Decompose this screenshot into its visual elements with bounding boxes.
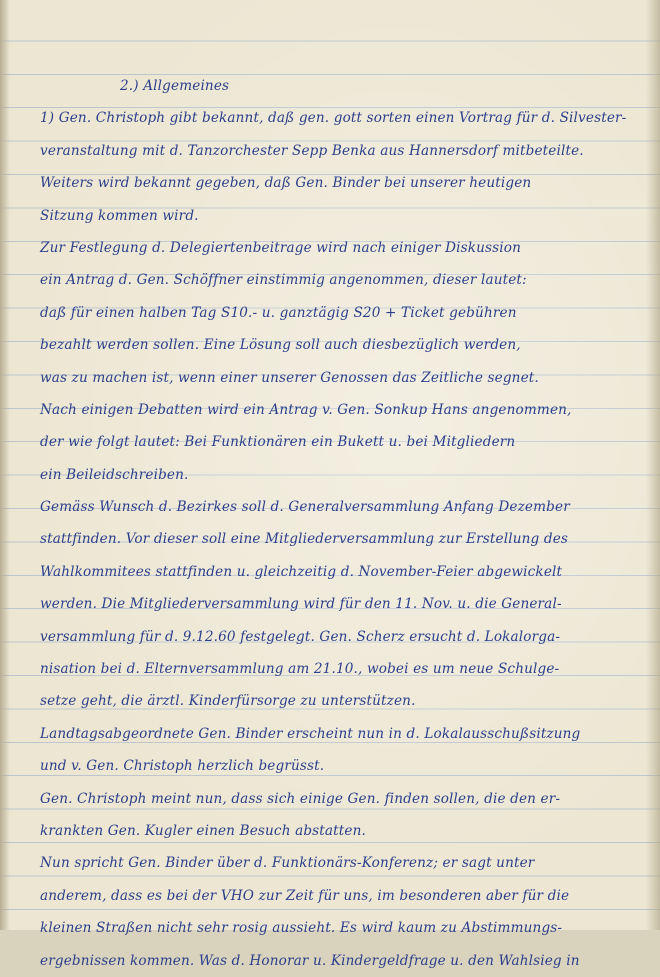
text-line: veranstaltung mit d. Tanzorchester Sepp Benka aus Hannersdorf mitbeteilte. [40, 142, 584, 159]
text-line: werden. Die Mitgliederversammlung wird für den 11. Nov. u. die General- [40, 596, 562, 613]
text-line: 1) Gen. Christoph gibt bekannt, daß gen. gott sorten einen Vortrag für d. Silvester- [40, 110, 627, 127]
text-line: daß für einen halben Tag S10.- u. ganztägig S20 + Ticket gebühren [40, 304, 517, 321]
text-line: ein Beileidschreiben. [40, 466, 189, 483]
text-line: bezahlt werden sollen. Eine Lösung soll auch diesbezüglich werden, [40, 337, 521, 354]
text-line: Weiters wird bekannt gegeben, daß Gen. Binder bei unserer heutigen [40, 175, 532, 192]
section-heading: 2.) Allgemeines [120, 78, 230, 94]
text-line: ergebnissen kommen. Was d. Honorar u. Kindergeldfrage u. den Wahlsieg in [40, 952, 580, 969]
text-line: Landtagsabgeordnete Gen. Binder erscheint nun in d. Lokalausschußsitzung [40, 725, 581, 742]
binding-shadow [0, 0, 10, 930]
text-line: Sitzung kommen wird. [40, 207, 199, 224]
text-line: versammlung für d. 9.12.60 festgelegt. Gen. Scherz ersucht d. Lokalorga- [40, 628, 561, 645]
page-edge-shadow [646, 0, 660, 930]
text-line: nisation bei d. Elternversammlung am 21.10., wobei es um neue Schulge- [40, 661, 560, 678]
text-line: Gemäss Wunsch d. Bezirkes soll d. Generalversammlung Anfang Dezember [40, 499, 570, 516]
text-line: Zur Festlegung d. Delegiertenbeitrage wird nach einiger Diskussion [40, 239, 522, 256]
text-line: kleinen Straßen nicht sehr rosig aussieht. Es wird kaum zu Abstimmungs- [40, 920, 563, 937]
text-line: Gen. Christoph meint nun, dass sich einige Gen. finden sollen, die den er- [40, 790, 561, 807]
text-line: Nach einigen Debatten wird ein Antrag v. Gen. Sonkup Hans angenommen, [40, 401, 572, 418]
text-line: setze geht, die ärztl. Kinderfürsorge zu unterstützen. [40, 693, 416, 710]
text-line: stattfinden. Vor dieser soll eine Mitgliederversammlung zur Erstellung des [40, 531, 569, 548]
text-line: anderem, dass es bei der VHO zur Zeit für uns, im besonderen aber für die [40, 887, 570, 904]
text-line: krankten Gen. Kugler einen Besuch abstatten. [40, 822, 366, 839]
text-line: Wahlkommitees stattfinden u. gleichzeitig d. November-Feier abgewickelt [40, 563, 563, 580]
text-line: der wie folgt lautet: Bei Funktionären ein Bukett u. bei Mitgliedern [40, 434, 516, 451]
handwritten-text-block [40, 70, 640, 977]
text-line: und v. Gen. Christoph herzlich begrüsst. [40, 758, 325, 775]
text-line: Nun spricht Gen. Binder über d. Funktionärs-Konferenz; er sagt unter [40, 855, 535, 872]
text-line: was zu machen ist, wenn einer unserer Genossen das Zeitliche segnet. [40, 369, 539, 386]
text-line: ein Antrag d. Gen. Schöffner einstimmig angenommen, dieser lautet: [40, 272, 527, 289]
